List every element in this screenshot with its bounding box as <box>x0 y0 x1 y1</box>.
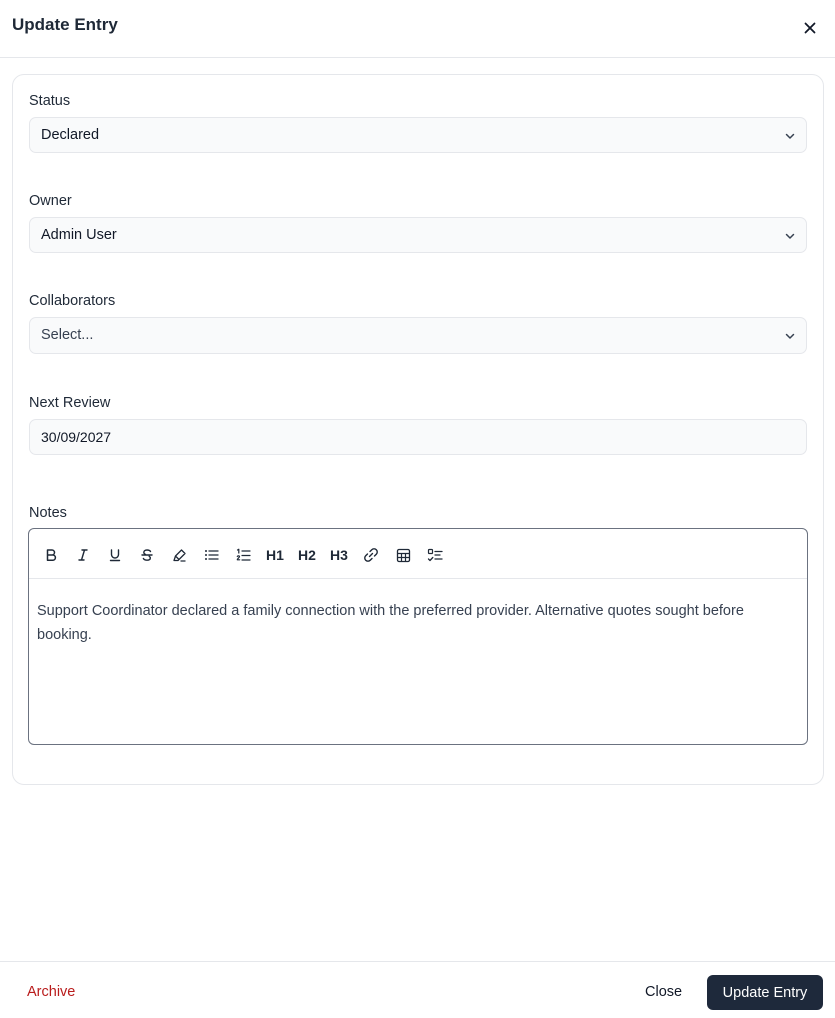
editor-toolbar <box>29 529 807 579</box>
notes-content[interactable]: Support Coordinator declared a family connection with the preferred provider. Alternative quotes sought before booking. <box>37 603 744 643</box>
table-icon[interactable] <box>393 545 413 565</box>
chevron-down-icon <box>784 130 796 142</box>
status-value: Declared <box>41 127 100 143</box>
owner-value: Admin User <box>41 227 117 243</box>
ordered-list-icon[interactable] <box>233 545 253 565</box>
heading-3-button[interactable]: H3 <box>330 547 348 563</box>
dialog-header <box>0 0 835 58</box>
collaborators-label: Collaborators <box>29 293 116 309</box>
highlight-icon[interactable] <box>169 545 189 565</box>
archive-button[interactable]: Archive <box>27 984 76 1000</box>
heading-1-button[interactable]: H1 <box>266 547 284 563</box>
italic-icon[interactable] <box>73 545 93 565</box>
update-entry-button[interactable]: Update Entry <box>707 975 823 1010</box>
next-review-label: Next Review <box>29 395 111 411</box>
notes-editor[interactable] <box>28 528 808 745</box>
collaborators-placeholder: Select... <box>41 327 94 343</box>
chevron-down-icon <box>784 330 796 342</box>
bold-icon[interactable] <box>41 545 61 565</box>
next-review-date-input[interactable] <box>29 419 807 455</box>
close-button[interactable]: Close <box>645 984 683 1000</box>
task-list-icon[interactable] <box>425 545 445 565</box>
chevron-down-icon <box>784 230 796 242</box>
heading-2-button[interactable]: H2 <box>298 547 316 563</box>
underline-icon[interactable] <box>105 545 125 565</box>
dialog-footer <box>0 961 835 1018</box>
link-icon[interactable] <box>361 545 381 565</box>
collaborators-select[interactable] <box>29 317 807 354</box>
bullet-list-icon[interactable] <box>201 545 221 565</box>
status-label: Status <box>29 93 71 109</box>
owner-label: Owner <box>29 193 72 209</box>
notes-label: Notes <box>29 505 67 521</box>
close-icon[interactable] <box>799 17 821 39</box>
dialog-title: Update Entry <box>12 15 118 34</box>
status-select[interactable] <box>29 117 807 153</box>
next-review-value: 30/09/2027 <box>41 429 112 445</box>
owner-select[interactable] <box>29 217 807 253</box>
strikethrough-icon[interactable] <box>137 545 157 565</box>
